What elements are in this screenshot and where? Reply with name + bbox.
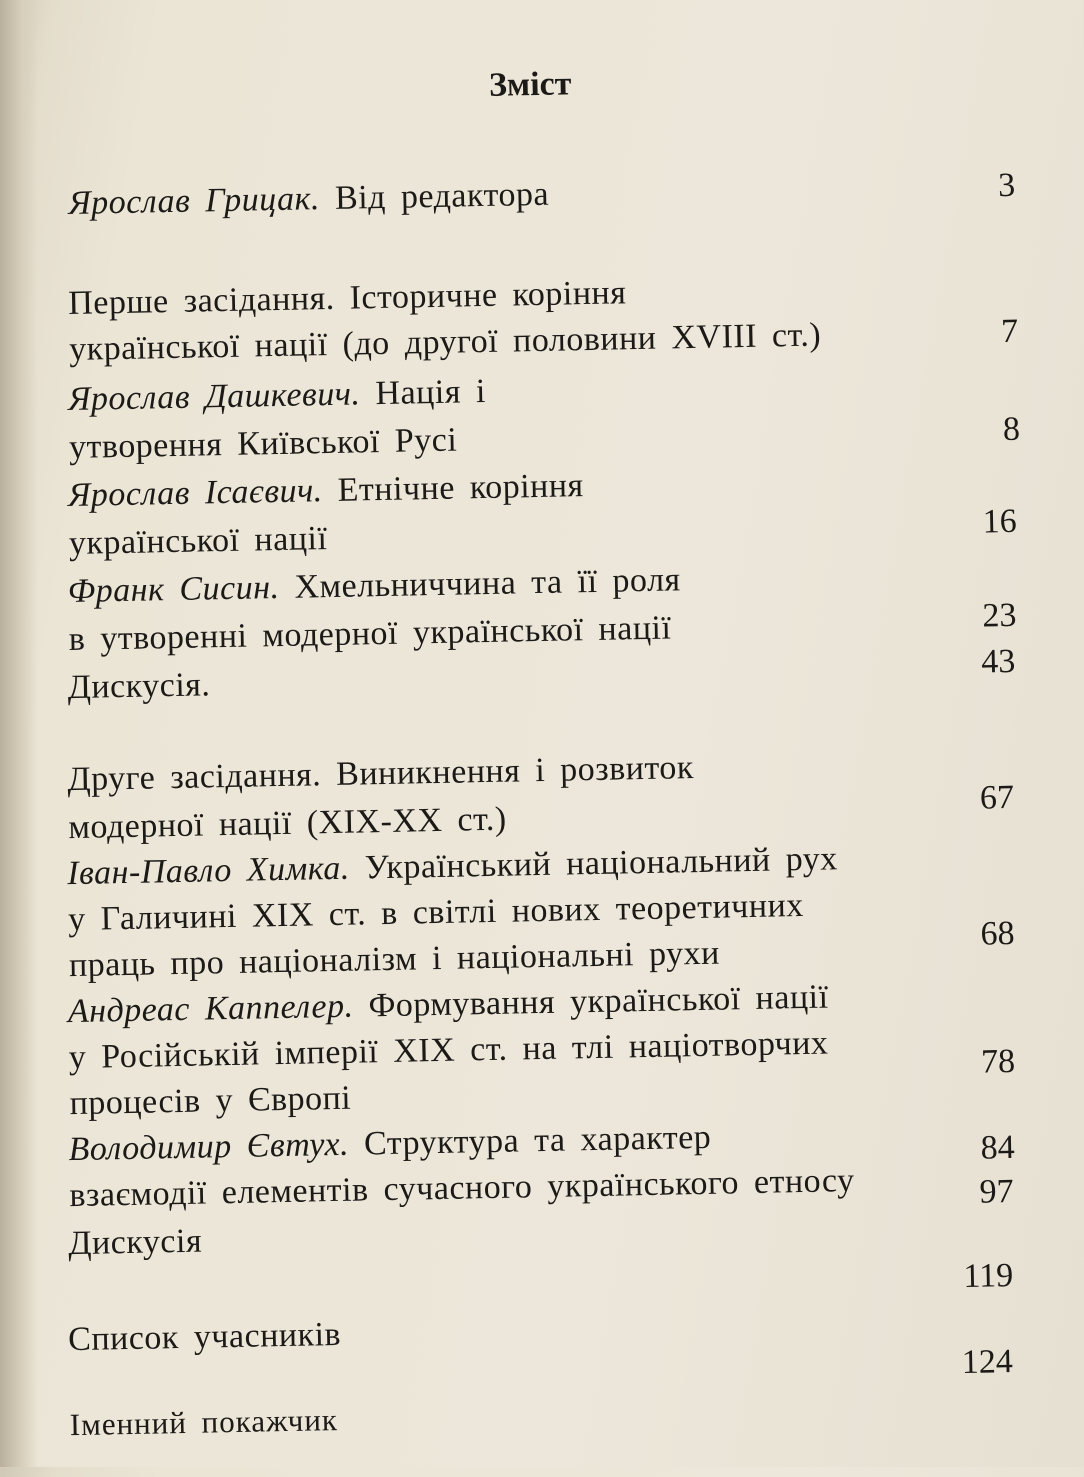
entry-author: Ярослав Грицак.: [68, 180, 321, 222]
toc-entry-line: [67, 749, 694, 799]
toc-entry-line: [69, 935, 721, 985]
toc-entry-line: [68, 801, 507, 847]
toc-entry-line: [68, 1223, 202, 1264]
entry-title: Дискусія: [67, 1222, 203, 1263]
entry-title: в утворенні модерної української нації: [68, 609, 672, 659]
toc-entry-line: [69, 520, 328, 563]
entry-title: української нації (до другої половини XVIII ст.): [68, 316, 822, 368]
toc-entry-line: [68, 274, 627, 323]
entry-title: Дискусія.: [67, 666, 211, 707]
toc-entry-line: [68, 609, 671, 659]
entry-author: Ярослав Дашкевич.: [67, 375, 361, 418]
entry-title: Нація і: [360, 372, 487, 413]
entry-title: Хмельниччина та її роля: [279, 561, 681, 606]
entry-author: Ярослав Ісаєвич.: [67, 472, 324, 515]
toc-entry-line: [69, 1402, 338, 1443]
entry-page-number: 68: [980, 914, 1015, 953]
entry-title: Перше засідання. Історичне коріння: [67, 274, 627, 322]
entry-page-number: 8: [1002, 410, 1021, 449]
toc-entry-line: [69, 1080, 351, 1123]
entry-title: взаємодії елементів сучасного українського етносу: [69, 1162, 855, 1215]
entry-page-number: 7: [1000, 312, 1019, 351]
entry-page-number: 67: [979, 778, 1015, 817]
entry-title: української нації: [68, 520, 328, 563]
toc-entry-line: [69, 1162, 855, 1215]
entry-title: у Галичині XIX ст. в світлі нових теоретичних: [67, 886, 805, 939]
toc-entry-line: [69, 317, 822, 369]
toc-entry-line: [67, 561, 680, 611]
entry-title: Список учасників: [67, 1315, 342, 1359]
entry-title: Від редактора: [319, 175, 550, 218]
entry-title: утворення Київської Русі: [68, 421, 458, 466]
entry-title: процесів у Європі: [69, 1079, 352, 1123]
entry-title: праць про націоналізм і національні рухи: [68, 934, 721, 985]
entry-title: Іменний покажчик: [69, 1402, 339, 1443]
entry-page-number: 3: [997, 166, 1016, 205]
toc-entry-line: [68, 176, 549, 223]
toc-entry-line: [68, 887, 804, 939]
entry-title: Формування української нації: [353, 978, 829, 1025]
entry-page-number: 84: [980, 1128, 1016, 1167]
entry-title: Структура та характер: [348, 1118, 712, 1163]
entry-page-number: 43: [980, 642, 1016, 681]
entry-title: у Російській імперії XIX ст. на тлі націотворчих: [68, 1024, 829, 1077]
entry-title: Український національний рух: [349, 840, 839, 887]
toc-entry-line: [68, 1119, 711, 1169]
entry-page-number: 23: [982, 596, 1017, 635]
entry-page-number: 124: [961, 1343, 1014, 1382]
entry-author: Франк Сисин.: [67, 568, 280, 611]
toc-entry-line: [67, 840, 838, 893]
toc-entry-line: [68, 467, 584, 515]
entry-page-number: 97: [979, 1173, 1014, 1211]
entry-author: Андреас Каппелер.: [67, 987, 354, 1031]
toc-entry-line: [67, 666, 210, 707]
toc-entry-line: [68, 1316, 342, 1359]
entry-title: модерної нації (XIX-XX ст.): [68, 800, 507, 847]
toc-entry-line: [68, 373, 486, 419]
toc-entry-line: [68, 979, 829, 1032]
entry-page-number: 119: [963, 1257, 1014, 1295]
entry-author: Іван-Павло Химка.: [66, 849, 351, 893]
page-title: Зміст: [488, 65, 572, 104]
entry-title: Друге засідання. Виникнення і розвиток: [67, 749, 695, 799]
entry-author: Володимир Євтух.: [68, 1125, 350, 1169]
entry-title: Етнічне коріння: [322, 467, 584, 510]
entry-page-number: 16: [982, 502, 1018, 541]
toc-entry-line: [69, 422, 458, 467]
toc-entry-line: [68, 1025, 828, 1078]
entry-page-number: 78: [980, 1042, 1016, 1081]
